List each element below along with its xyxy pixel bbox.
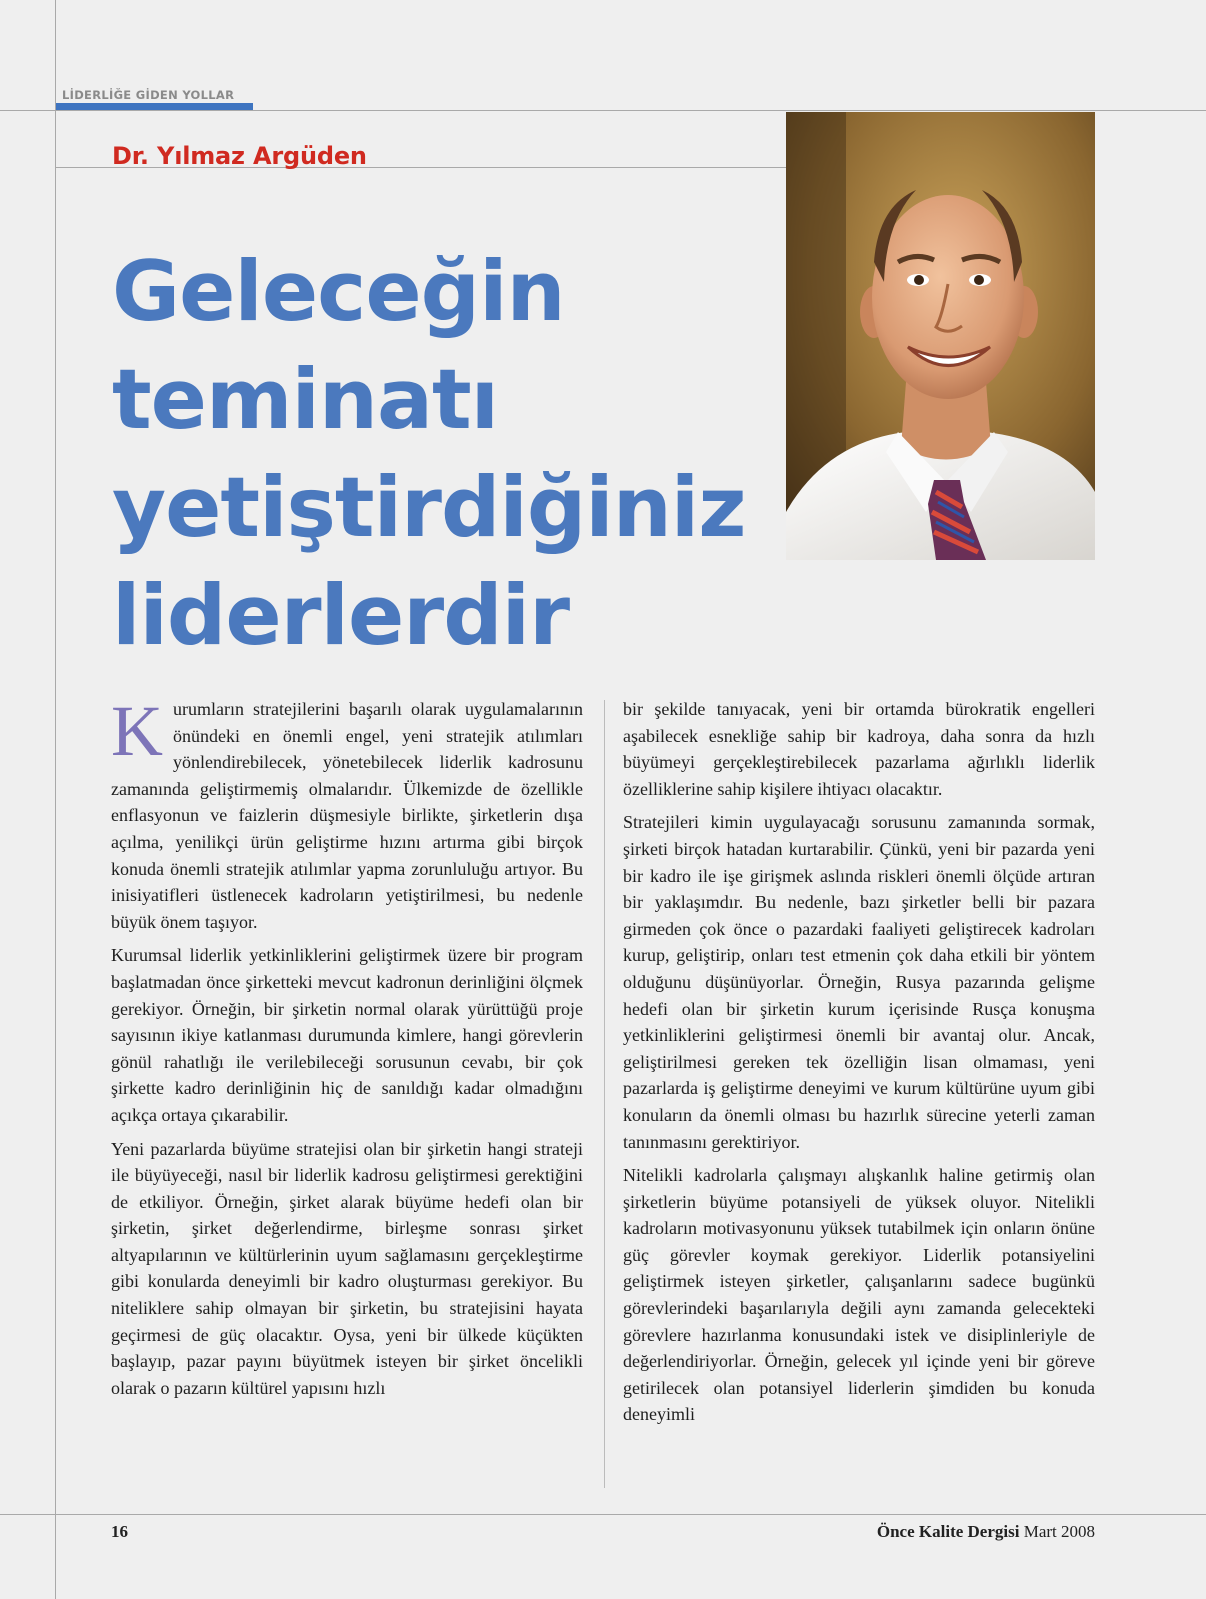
header-rule — [0, 110, 1206, 111]
page-number: 16 — [111, 1522, 128, 1541]
magazine-name: Önce Kalite Dergisi — [876, 1522, 1020, 1541]
drop-cap: K — [111, 691, 163, 771]
article-paragraph: Yeni pazarlarda büyüme stratejisi olan bir şirketin hangi strateji ile büyüyeceği, nasıl bir liderlik kadrosu geliştirmesi gerektiğini de etkiliyor. Örneğin, şirket alarak büyüme hedefi olan bir şirketin, şirket değerlendirme, birleşme sonrası şirket altyapılarının ve kültürlerinin uyum sağlamasını gerçekleştirme gibi konularda deneyimli bir kadro oluşturması gerekiyor. Bu niteliklere sahip olmayan bir şirketin, bu stratejisini hayata geçirmesi de güç olacaktır. Oysa, yeni bir ülkede küçükten başlayıp, pazar payını büyütmek isteyen bir şirket öncelikli olarak o pazarın kültürel yapısını hızlı — [111, 1138, 583, 1398]
article-paragraph: Kurumsal liderlik yetkinliklerini geliştirmek üzere bir program başlatmadan önce şirketteki mevcut kadronun derinliğini ölçmek gerekiyor. Örneğin, bir şirketin normal olarak yürüttüğü proje sayısının ikiye katlanması durumunda kimlere, hangi görevlerin gönül rahatlığı ile verilebileceği sorusunun cevabı, bir çok şirkette kadro derinliğinin hiç de sanıldığı kadar olmadığını açıkça ortaya çıkarabilir. — [111, 945, 583, 1125]
article-paragraph — [111, 691, 583, 935]
footer-rule — [0, 1514, 1206, 1515]
section-accent-bar — [56, 103, 253, 110]
headline-line: liderlerdir — [112, 567, 570, 664]
headline-line: Geleceğin — [112, 243, 565, 340]
author-name: Dr. Yılmaz Argüden — [112, 142, 367, 170]
issue-date: Mart 2008 — [1023, 1522, 1095, 1541]
article-column-right — [623, 696, 1095, 1435]
paragraph-text: urumların stratejilerini başarılı olarak uygulamalarının önündeki en önemli engel, yeni stratejik atılımları yönlendirebilecek, yönetebilecek liderlik kadrosunu zamanında geliştirmemiş olmalarıdır. Ülkemizde de özellikle enflasyonun ve faizlerin düşmesiyle birlikte, şirketlerin dışa açılma, yenilikçi ürün geliştirme hızını artırma gibi birçok konuda önemli stratejik atılımlar yapma zorunluluğu artıyor. Bu inisiyatifleri üstlenecek kadroların yetiştirilmesi, bu nedenle büyük önem taşıyor. — [111, 699, 583, 932]
portrait-illustration — [786, 112, 1095, 560]
headline-line: yetiştirdiğiniz — [112, 459, 746, 556]
article-paragraph: Stratejileri kimin uygulayacağı sorusunu zamanında sormak, şirketi birçok hatadan kurtarabilir. Çünkü, yeni bir pazarda yeni bir kadro ile işe girişmek aslında riskleri önemli ölçüde artıran bir yaklaşımdır. Bu nedenle, bazı şirketler belli bir pazara girmeden çok önce o pazardaki faaliyeti geliştirecek kadroları kurup, geliştirip, onları test etmenin çok daha etkili bir yöntem olduğunu düşünüyorlar. Örneğin, Rusya pazarında gelişme hedefi olan bir şirketin kurum içerisinde Rusça konuşma yetkinliklerini geliştirmesi önemli bir avantaj olur. Ancak, geliştirilmesi gereken tek özelliğin lisan olmaması, yeni pazarlarda iş geliştirme deneyimi ve kurum kültürüne uyum gibi konuların da önemli olması bu hazırlık sürecine yeterli zaman tanınmasını gerektiriyor. — [623, 812, 1095, 1152]
article-column-left — [111, 691, 583, 1408]
article-paragraph: Nitelikli kadrolarla çalışmayı alışkanlık haline getirmiş olan şirketlerin büyüme potansiyeli de yüksek oluyor. Nitelikli kadroların motivasyonunu yüksek tutabilmek için onların önüne güç görevler koymak gerekiyor. Liderlik potansiyelini geliştirmek isteyen şirketler, çalışanlarını sadece bugünkü görevlerindeki başarılarıyla değili aynı zamanda gelecekteki görevlere hazırlanma konusundaki istek ve disiplinleriyle de değerlendiriyorlar. Örneğin, gelecek yıl içinde yeni bir göreve getirilecek olan potansiyel liderlerin şimdiden bu konuda deneyimli — [623, 1165, 1095, 1425]
footer-credit — [877, 1522, 1095, 1542]
left-margin-rule — [55, 0, 56, 1599]
headline — [112, 238, 746, 670]
article-paragraph: bir şekilde tanıyacak, yeni bir ortamda bürokratik engelleri aşabilecek esnekliğe sahip bir kadroya, daha sonra da hızlı büyümeyi gerçekleştirebilecek pazarlama ağırlıklı liderlik özelliklerine sahip kişilere ihtiyacı olacaktır. — [623, 699, 1095, 799]
author-portrait — [786, 112, 1095, 560]
column-divider — [604, 700, 605, 1488]
section-label: LİDERLİĞE GİDEN YOLLAR — [62, 88, 235, 102]
headline-line: teminatı — [112, 351, 499, 448]
